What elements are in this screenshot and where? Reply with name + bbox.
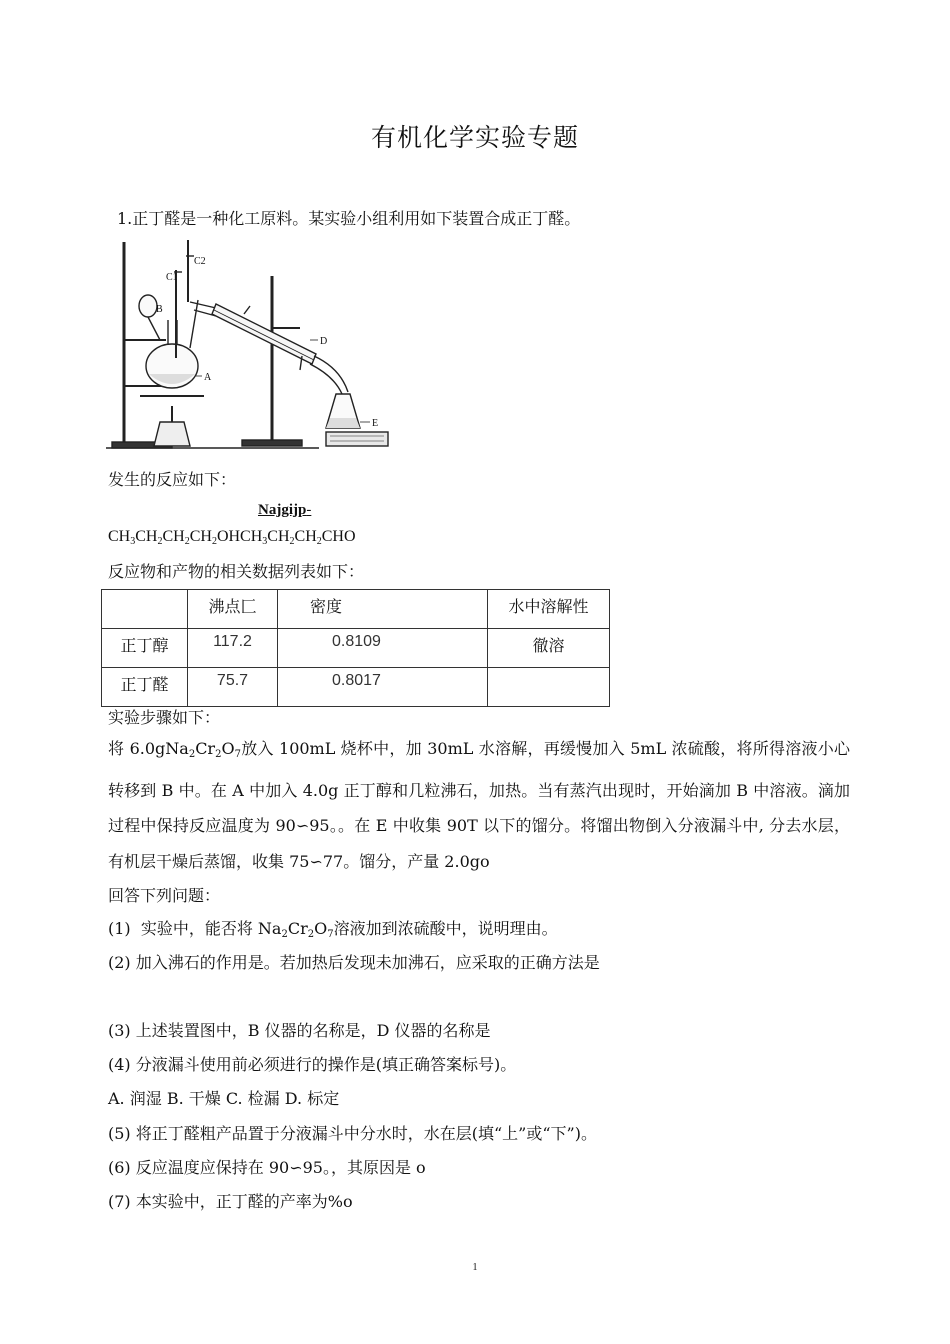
label-b: B xyxy=(156,304,163,315)
data-table xyxy=(101,589,610,707)
label-c2: C2 xyxy=(194,256,206,267)
dropping-funnel-b xyxy=(139,295,157,317)
table-header-cell xyxy=(102,590,188,629)
page-number: 1 xyxy=(472,1262,478,1273)
catalyst-label: Najgijp- xyxy=(258,502,312,518)
table-cell: 0.8109 xyxy=(278,629,488,668)
table-header-row xyxy=(102,590,610,629)
question-item-5: (5) 将正丁醛粗产品置于分液漏斗中分水时，水在层(填“上”或“下”)。 xyxy=(108,1124,597,1143)
label-a: A xyxy=(204,372,212,383)
burner xyxy=(154,422,190,446)
label-e: E xyxy=(372,418,379,429)
steps-paragraph: 将 $6.0gNa_2Cr_2O_7$放入 100mL 烧杯中，加 30mL 水溶解，再缓慢加入 5mL 浓硫酸，将所得溶液小心转移到 B 中。在 A 中加入 4.0g 正丁醇和几粒沸石，加热。当有蒸汽出现时，开始滴加 B 中溶液。滴加过程中保持反应温度为 90∽95。。在 E 中收集 90T 以下的馏分。将馏出物倒入分液漏斗中, 分去水层，有机层干燥后蒸馏，收集 75∽77。馏分，产量 2.0go xyxy=(108,739,850,871)
question-item-2: (2) 加入沸石的作用是。若加热后发现未加沸石，应采取的正确方法是 xyxy=(108,953,600,972)
table-header-cell: 沸点匚 xyxy=(188,590,278,629)
table-header-cell: 水中溶解性 xyxy=(488,590,610,629)
table-cell: 正丁醇 xyxy=(102,629,188,668)
table-row xyxy=(102,668,610,707)
question-item-1: (1) 实验中，能否将 $Na_2Cr_2O_7$溶液加到浓硫酸中，说明理由。 xyxy=(108,919,558,940)
answer-heading: 回答下列问题： xyxy=(108,886,221,905)
question-item-4: (4) 分液漏斗使用前必须进行的操作是(填正确答案标号)。 xyxy=(108,1055,517,1074)
question-item-6: (6) 反应温度应保持在 90∽95。，其原因是 o xyxy=(108,1158,426,1177)
table-row xyxy=(102,629,610,668)
table-cell: 徹溶 xyxy=(488,629,610,668)
steps-heading: 实验步骤如下： xyxy=(108,708,221,727)
table-cell: 75.7 xyxy=(188,668,278,707)
label-c1: C1 xyxy=(166,272,178,283)
reaction-equation: $CH_3CH_2CH_2CH_2OHCH_3CH_2CH_2CHO$ xyxy=(108,528,356,547)
label-d: D xyxy=(320,336,328,347)
table-cell: 0.8017 xyxy=(278,668,488,707)
table-cell xyxy=(488,668,610,707)
distillation-apparatus-figure xyxy=(104,236,394,454)
table-heading: 反应物和产物的相关数据列表如下： xyxy=(108,562,365,581)
right-stand-base xyxy=(242,440,302,446)
receiver-stand xyxy=(326,432,388,446)
question-item-3: (3) 上述装置图中，B 仪器的名称是，D 仪器的名称是 xyxy=(108,1021,491,1040)
condenser-d xyxy=(212,304,316,364)
reaction-heading: 发生的反应如下： xyxy=(108,470,237,489)
table-header-cell: 密度 xyxy=(278,590,488,629)
question-item-7: (7) 本实验中，正丁醛的产率为%o xyxy=(108,1192,353,1211)
page-title: 有机化学实验专题 xyxy=(370,123,579,152)
question-4-options: A. 润湿 B. 干燥 C. 检漏 D. 标定 xyxy=(108,1089,340,1108)
table-cell: 117.2 xyxy=(188,629,278,668)
table-cell: 正丁醛 xyxy=(102,668,188,707)
question-intro: 1.正丁醛是一种化工原料。某实验小组利用如下装置合成正丁醛。 xyxy=(117,209,581,228)
